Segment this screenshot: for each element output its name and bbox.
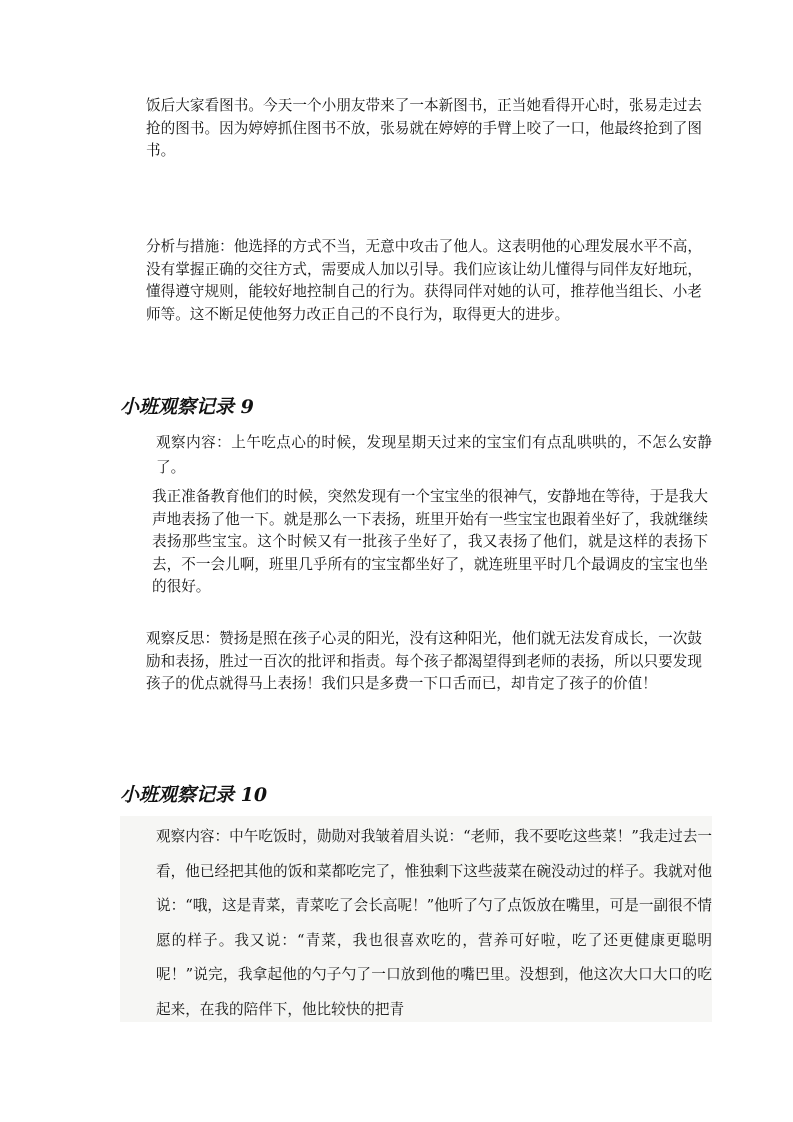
record-9-observation: 观察内容：上午吃点心的时候，发现星期天过来的宝宝们有点乱哄哄的，不怎么安静了。 (156, 434, 712, 476)
record-10-observation: 观察内容：中午吃饭时，勋勋对我皱着眉头说：“老师，我不要吃这些菜！”我走过去一看，他已经把其他的饭和菜都吃完了，惟独剩下这些菠菜在碗没动过的样子。我就对他说：“哦，这是青菜，青菜吃了会长高呢！”他听了勺了点饭放在嘴里，可是一副很不情愿的样子。我又说：“青菜，我也很喜欢吃的，营养可好啦，吃了还更健康更聪明呢！”说完，我拿起他的勺子勺了一口放到他的嘴巴里。没想到，他这次大口大口的吃起来，在我的陪伴下，他比较快的把青 (120, 816, 712, 1022)
record-9-body: 我正准备教育他们的时候，突然发现有一个宝宝坐的很神气，安静地在等待，于是我大声地表扬了他一下。就是那么一下表扬，班里开始有一些宝宝也跟着坐好了，我就继续表扬那些宝宝。这个时候又有一批孩子坐好了，我又表扬了他们，就是这样的表扬下去，不一会儿啊，班里几乎所有的宝宝都坐好了，就连班里平时几个最调皮的宝宝也坐的很好。 (152, 488, 708, 595)
record-9-heading: 小班观察记录 9 (120, 396, 254, 418)
story-paragraph: 饭后大家看图书。今天一个小朋友带来了一本新图书，正当她看得开心时，张易走过去抢的图书。因为婷婷抓住图书不放，张易就在婷婷的手臂上咬了一口，他最终抢到了图书。 (146, 97, 702, 159)
analysis-paragraph: 分析与措施：他选择的方式不当，无意中攻击了他人。这表明他的心理发展水平不高，没有掌握正确的交往方式，需要成人加以引导。我们应该让幼儿懂得与同伴友好地玩，懂得遵守规则，能较好地控制自己的行为。获得同伴对她的认可，推荐他当组长、小老师等。这不断足使他努力改正自己的不良行为，取得更大的进步。 (146, 238, 702, 323)
record-9-reflection: 观察反思：赞扬是照在孩子心灵的阳光，没有这种阳光，他们就无法发育成长，一次鼓励和表扬，胜过一百次的批评和指责。每个孩子都渴望得到老师的表扬，所以只要发现孩子的优点就得马上表扬！我们只是多费一下口舌而已，却肯定了孩子的价值！ (146, 630, 702, 692)
record-10-heading: 小班观察记录 10 (120, 784, 268, 806)
